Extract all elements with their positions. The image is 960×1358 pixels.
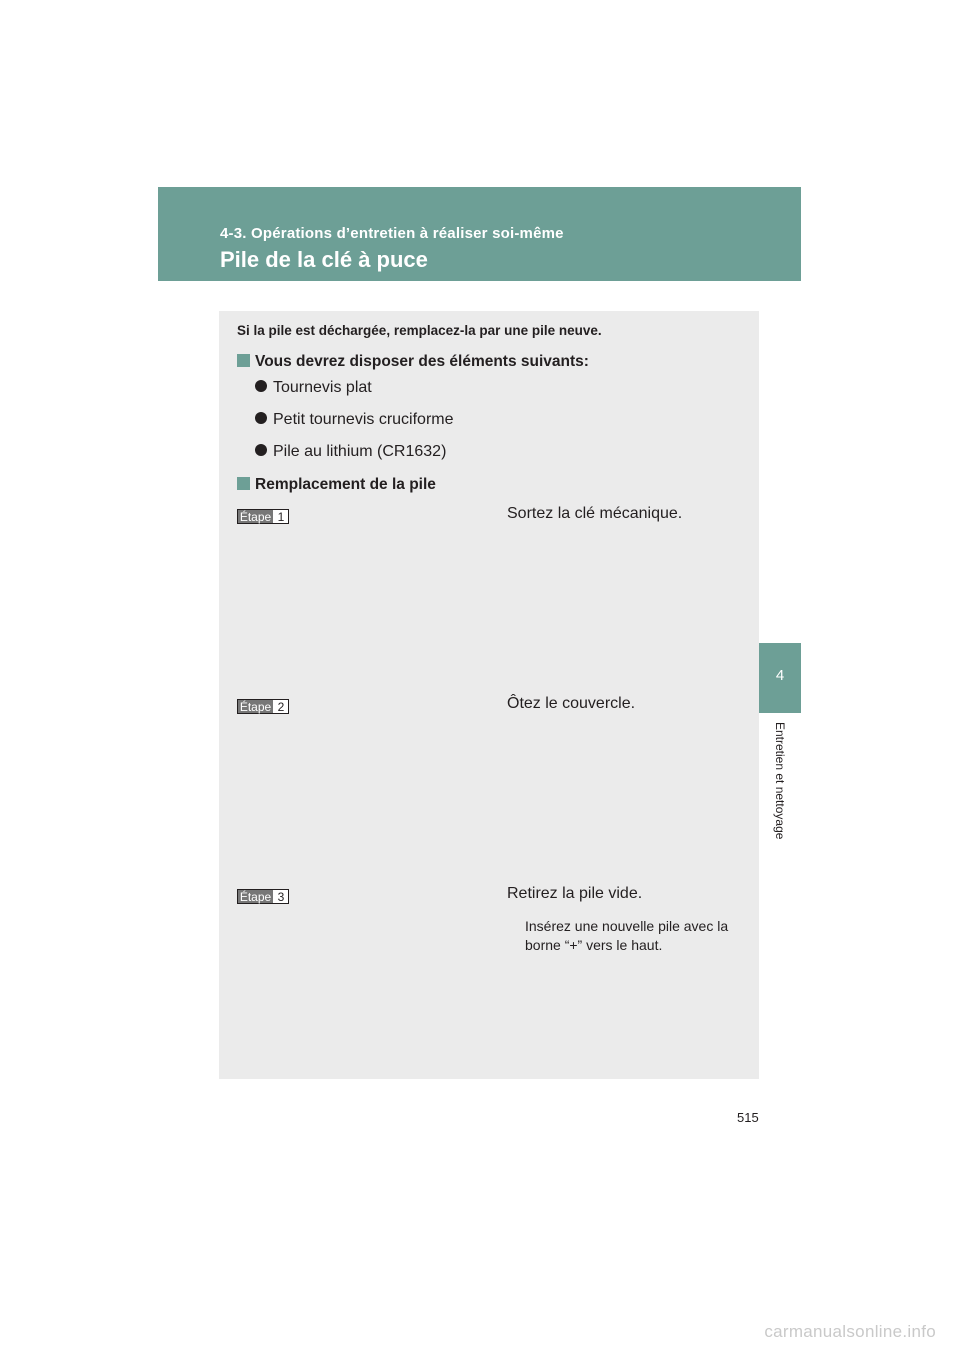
header-band — [158, 187, 801, 281]
step-badge — [237, 889, 289, 904]
step-word: Étape — [239, 510, 272, 524]
intro-text: Si la pile est déchargée, remplacez-la par une pile neuve. — [237, 323, 602, 338]
step-text: Ôtez le couvercle. — [507, 695, 636, 712]
step-badge — [237, 509, 289, 524]
square-bullet-icon — [237, 477, 250, 490]
list-item — [255, 443, 446, 461]
section-label: 4-3. Opérations d’entretien à réaliser soi-même — [220, 225, 564, 242]
items-heading-text: Vous devrez disposer des éléments suivants: — [255, 353, 589, 370]
list-item-text: Pile au lithium (CR1632) — [273, 443, 447, 460]
step-number: 3 — [277, 890, 285, 904]
page-number: 515 — [737, 1110, 759, 1125]
list-item — [255, 411, 454, 429]
chapter-label-wrap — [759, 722, 801, 862]
list-item — [255, 379, 372, 397]
content-panel — [219, 311, 759, 1079]
page-title: Pile de la clé à puce — [220, 247, 428, 272]
round-bullet-icon — [255, 380, 267, 392]
step-word: Étape — [239, 700, 272, 714]
square-bullet-icon — [237, 354, 250, 367]
step-word: Étape — [239, 890, 272, 904]
step-badge — [237, 699, 289, 714]
step-text: Sortez la clé mécanique. — [507, 505, 683, 522]
watermark: carmanualsonline.info — [764, 1322, 936, 1341]
items-heading — [237, 353, 589, 371]
step-note: Insérez une nouvelle pile avec la borne “+” vers le haut. — [525, 918, 729, 953]
list-item-text: Tournevis plat — [273, 379, 372, 396]
step-number: 2 — [277, 700, 285, 714]
chapter-label: Entretien et nettoyage — [773, 722, 787, 840]
step-number: 1 — [277, 510, 285, 524]
chapter-number: 4 — [775, 667, 785, 684]
replacement-heading-text: Remplacement de la pile — [255, 476, 436, 493]
round-bullet-icon — [255, 412, 267, 424]
round-bullet-icon — [255, 444, 267, 456]
replacement-heading — [237, 476, 436, 494]
list-item-text: Petit tournevis cruciforme — [273, 411, 454, 428]
step-text: Retirez la pile vide. — [507, 885, 643, 902]
chapter-tab — [759, 643, 801, 713]
